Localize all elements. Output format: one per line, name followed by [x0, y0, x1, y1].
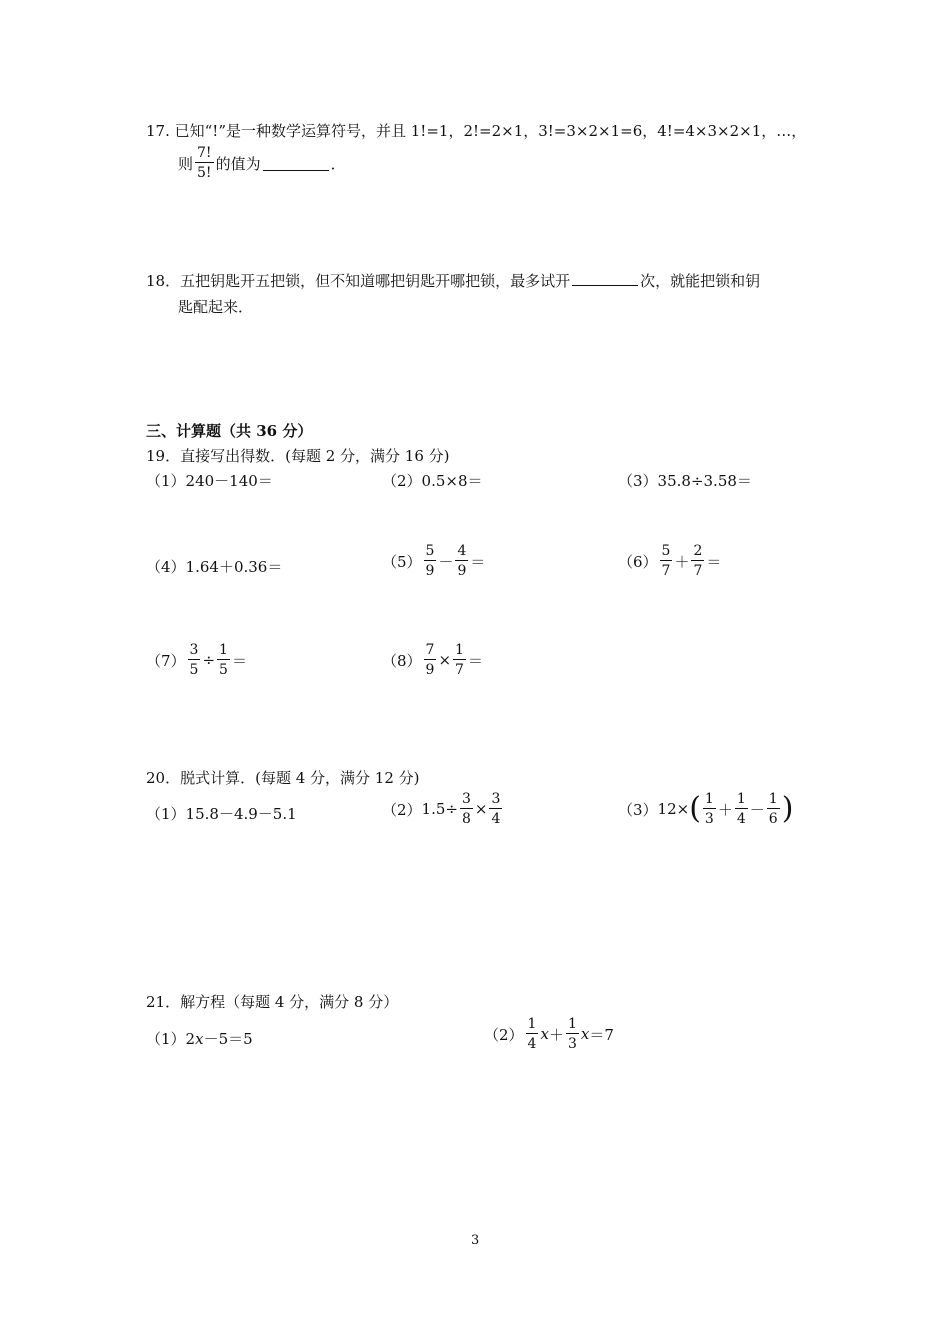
q19-item-7-eq: ＝: [231, 651, 247, 670]
q18-line2: 匙配起来．: [178, 298, 254, 316]
frac-den: 3: [704, 811, 714, 827]
q19-item-2-label: （2）: [382, 472, 422, 490]
q19-item-5-eq: ＝: [470, 552, 486, 571]
frac-num: 7: [425, 642, 435, 658]
q17-fraction: [195, 146, 214, 180]
q20-item-2-frac-b: [489, 792, 502, 826]
q19-item-6-eq: ＝: [706, 552, 722, 571]
q19-item-7-op: ÷: [202, 651, 216, 669]
frac-num: 5: [425, 543, 435, 559]
q19-item-8-frac-a: [424, 643, 437, 677]
q21-item-1: [146, 1028, 253, 1049]
q20-item-2-op: ×: [474, 800, 488, 818]
q19-item-5-frac-b: [455, 544, 468, 578]
q19-item-8-eq: ＝: [467, 651, 483, 670]
left-paren: (: [689, 791, 701, 826]
q19-item-5: [382, 544, 485, 578]
frac-num: 3: [491, 791, 501, 807]
q20-item-3-lead: 12×: [657, 800, 690, 818]
q20-title: 20．脱式计算．(每题 4 分，满分 12 分): [146, 769, 420, 787]
q21-item-2-frac-a: [526, 1017, 539, 1051]
frac-den: 4: [736, 811, 746, 827]
q20-item-3-frac-c: [767, 792, 780, 826]
frac-den: 7: [661, 563, 671, 579]
q20-item-2: [382, 792, 504, 826]
q17-suffix: 的值为: [215, 154, 261, 173]
q21-item-2-op: ＋: [548, 1025, 564, 1044]
q19-item-2: [382, 470, 483, 491]
q19-item-7: [146, 643, 247, 677]
frac-num: 3: [189, 642, 199, 658]
frac-num: 5: [661, 543, 671, 559]
frac-num: 3: [461, 791, 471, 807]
q19-item-1-label: （1）: [146, 472, 186, 490]
frac-den: 4: [527, 1036, 537, 1052]
frac-den: 5: [219, 662, 228, 678]
q17-line2: [178, 146, 346, 180]
q21-item-2-tail: ＝7: [589, 1025, 614, 1044]
q17-end: ．: [330, 154, 346, 173]
q20-item-1: [146, 803, 297, 824]
frac-den: 9: [457, 563, 467, 579]
q19-item-8-label: （8）: [382, 651, 422, 670]
q21-item-2-var1: x: [540, 1025, 549, 1043]
q21-item-1-var: x: [195, 1030, 204, 1048]
frac-den: 8: [461, 811, 471, 827]
q19-item-1: [146, 470, 273, 491]
frac-den: 9: [425, 662, 435, 678]
q19-item-7-label: （7）: [146, 651, 186, 670]
page-number: 3: [471, 1233, 480, 1248]
q19-item-6-frac-b: [691, 544, 704, 578]
q21-item-2-frac-b: [566, 1017, 579, 1051]
q19-item-5-label: （5）: [382, 552, 422, 571]
frac-den: 7: [693, 563, 703, 579]
q20-item-2-frac-a: [460, 792, 473, 826]
q18-text-b: 次，就能把锁和钥: [640, 272, 761, 290]
q21-item-1-rest: －5＝5: [203, 1030, 253, 1048]
q19-item-3-label: （3）: [618, 472, 658, 490]
q18-answer-blank[interactable]: [572, 284, 638, 286]
q17-frac-den: 5!: [197, 165, 212, 181]
q18-line1: [146, 270, 760, 291]
q19-item-6-op: ＋: [674, 552, 690, 571]
q20-item-3-frac-b: [735, 792, 748, 826]
q17-frac-num: 7!: [197, 145, 212, 161]
q17-prefix: 则: [178, 154, 194, 173]
q18-text-a: 18．五把钥匙开五把锁，但不知道哪把钥匙开哪把锁，最多试开: [146, 272, 571, 290]
q19-item-4-expr: 1.64＋0.36＝: [185, 558, 283, 576]
q19-item-2-expr: 0.5×8＝: [421, 472, 483, 490]
frac-num: 1: [704, 791, 714, 807]
q17-line1: 17. 已知“!”是一种数学运算符号，并且 1!=1，2!=2×1，3!=3×2×1=6，4!=4×3×2×1，…，: [146, 122, 807, 140]
q19-item-1-expr: 240－140＝: [185, 472, 273, 490]
right-paren: ): [781, 791, 794, 826]
q17-answer-blank[interactable]: [263, 169, 329, 171]
frac-den: 6: [768, 811, 778, 827]
q19-item-6-frac-a: [660, 544, 673, 578]
frac-den: 5: [189, 662, 199, 678]
section-3-title: 三、计算题（共 36 分）: [146, 422, 313, 440]
frac-num: 1: [567, 1016, 577, 1032]
q20-item-2-lead: 1.5÷: [421, 800, 458, 818]
q19-item-7-frac-b: [217, 643, 230, 677]
q19-item-8-op: ×: [438, 651, 452, 669]
frac-den: 9: [425, 563, 435, 579]
frac-num: 2: [693, 543, 703, 559]
q20-item-3-frac-a: [703, 792, 716, 826]
q19-item-3: [618, 470, 752, 491]
q20-item-3: [618, 792, 793, 826]
q19-item-6-label: （6）: [618, 552, 658, 571]
q19-item-8: [382, 643, 483, 677]
q19-item-8-frac-b: [453, 643, 466, 677]
frac-num: 4: [457, 543, 467, 559]
q19-title: 19．直接写出得数．(每题 2 分，满分 16 分): [146, 447, 450, 465]
frac-num: 1: [527, 1016, 537, 1032]
q21-item-1-coef: 2: [185, 1030, 196, 1048]
q20-item-3-op1: ＋: [717, 800, 733, 819]
q19-item-6: [618, 544, 721, 578]
frac-num: 1: [768, 791, 778, 807]
frac-den: 3: [567, 1036, 577, 1052]
q19-item-5-op: －: [438, 552, 454, 571]
q20-item-3-label: （3）: [618, 800, 658, 819]
q21-title: 21．解方程（每题 4 分，满分 8 分）: [146, 993, 399, 1011]
q20-item-3-op2: －: [749, 800, 765, 819]
q19-item-7-frac-a: [188, 643, 201, 677]
q21-item-1-label: （1）: [146, 1030, 186, 1048]
q21-item-2-label: （2）: [484, 1025, 524, 1044]
frac-den: 7: [455, 662, 464, 678]
frac-num: 1: [455, 642, 464, 658]
q21-item-2: [484, 1017, 614, 1051]
q19-item-4: [146, 556, 282, 577]
q19-item-5-frac-a: [424, 544, 437, 578]
q19-item-4-label: （4）: [146, 558, 186, 576]
q20-item-2-label: （2）: [382, 800, 422, 819]
frac-num: 1: [219, 642, 228, 658]
q20-item-1-expr: 15.8－4.9－5.1: [185, 805, 297, 823]
frac-den: 4: [491, 811, 501, 827]
frac-num: 1: [736, 791, 746, 807]
q19-item-3-expr: 35.8÷3.58＝: [657, 472, 752, 490]
q21-item-2-var2: x: [580, 1025, 590, 1043]
q20-item-1-label: （1）: [146, 805, 186, 823]
